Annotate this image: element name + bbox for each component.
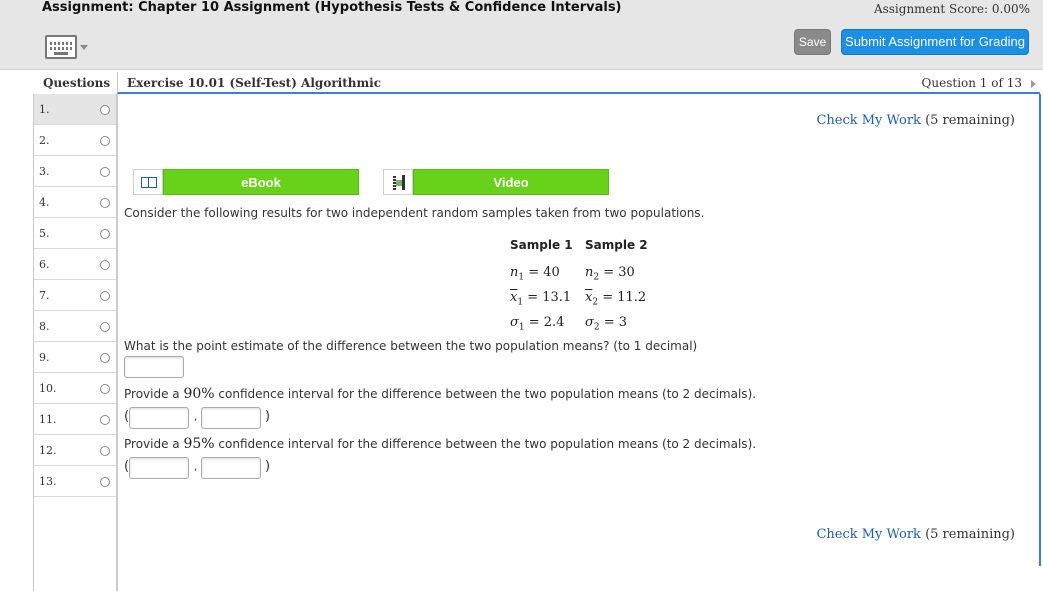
n2-value: $n_2 = 30$	[585, 265, 635, 283]
check-my-work-top	[816, 113, 1015, 128]
status-circle-icon	[100, 291, 110, 301]
exercise-content	[117, 94, 1041, 566]
assignment-score: Assignment Score: 0.00%	[873, 2, 1030, 16]
sigma2-value: $\sigma_2 = 3$	[585, 315, 628, 333]
question-item-8[interactable]: 8.	[34, 311, 116, 342]
question-item-9[interactable]: 9.	[34, 342, 116, 373]
status-circle-icon	[100, 477, 110, 487]
x1-value: $\overline{x}_1 = 13.1$	[510, 290, 572, 308]
close-paren: )	[265, 409, 271, 424]
question-item-4[interactable]: 4.	[34, 187, 116, 218]
questions-heading: Questions	[43, 76, 111, 90]
sample2-header: Sample 2	[585, 238, 648, 252]
comma: ,	[194, 412, 198, 423]
next-question-arrow-icon[interactable]	[1031, 80, 1036, 88]
exercise-header	[117, 72, 1040, 94]
question-position: Question 1 of 13	[921, 76, 1022, 90]
status-circle-icon	[100, 260, 110, 270]
video-button[interactable]: Video	[413, 169, 609, 195]
film-icon	[393, 175, 405, 190]
check-remaining: (5 remaining)	[925, 527, 1015, 542]
sample1-header: Sample 1	[510, 238, 573, 252]
save-button[interactable]: Save	[794, 29, 831, 55]
question-item-7[interactable]: 7.	[34, 280, 116, 311]
check-remaining: (5 remaining)	[925, 113, 1015, 128]
submit-assignment-button[interactable]: Submit Assignment for Grading	[841, 29, 1029, 55]
keyboard-icon[interactable]	[45, 35, 77, 59]
exercise-title: Exercise 10.01 (Self-Test) Algorithmic	[127, 76, 382, 90]
status-circle-icon	[100, 353, 110, 363]
question-item-6[interactable]: 6.	[34, 249, 116, 280]
status-circle-icon	[100, 322, 110, 332]
question-item-12[interactable]: 12.	[34, 435, 116, 466]
point-estimate-question: What is the point estimate of the difference between the two population means? (to 1 decimal)	[124, 339, 698, 353]
ci95-lower-input[interactable]	[129, 457, 189, 479]
question-item-2[interactable]: 2.	[34, 125, 116, 156]
question-item-13[interactable]: 13.	[34, 466, 116, 497]
sigma1-value: $\sigma_1 = 2.4$	[510, 315, 565, 333]
status-circle-icon	[100, 136, 110, 146]
ci90-lower-input[interactable]	[129, 407, 189, 429]
question-item-1[interactable]: 1.	[34, 94, 116, 125]
status-circle-icon	[100, 384, 110, 394]
question-item-11[interactable]: 11.	[34, 404, 116, 435]
intro-text: Consider the following results for two independent random samples taken from two populations.	[124, 206, 705, 220]
x2-value: $\overline{x}_2 = 11.2$	[585, 290, 647, 308]
question-item-10[interactable]: 10.	[34, 373, 116, 404]
status-circle-icon	[100, 198, 110, 208]
comma: ,	[194, 462, 198, 473]
status-circle-icon	[100, 229, 110, 239]
ebook-button[interactable]: eBook	[163, 169, 359, 195]
n1-value: $n_1 = 40$	[510, 265, 560, 283]
check-my-work-bottom	[816, 527, 1015, 542]
question-list	[33, 94, 117, 591]
book-icon	[141, 177, 157, 188]
status-circle-icon	[100, 105, 110, 115]
open-paren: (	[124, 409, 130, 424]
status-circle-icon	[100, 415, 110, 425]
open-paren: (	[124, 459, 130, 474]
status-circle-icon	[100, 167, 110, 177]
close-paren: )	[265, 459, 271, 474]
question-item-3[interactable]: 3.	[34, 156, 116, 187]
ci90-question: Provide a 90% confidence interval for the difference between the two population means (to 2 decimals).	[124, 386, 757, 402]
assignment-title: Assignment: Chapter 10 Assignment (Hypothesis Tests & Confidence Intervals)	[42, 0, 622, 15]
check-my-work-link[interactable]: Check My Work	[816, 527, 921, 542]
ci95-upper-input[interactable]	[201, 457, 261, 479]
ci90-upper-input[interactable]	[201, 407, 261, 429]
status-circle-icon	[100, 446, 110, 456]
check-my-work-link[interactable]: Check My Work	[816, 113, 921, 128]
ebook-icon-box[interactable]	[133, 169, 163, 195]
bottom-strip	[117, 566, 1041, 591]
chevron-down-icon[interactable]	[80, 45, 88, 50]
point-estimate-input[interactable]	[124, 356, 184, 378]
question-item-5[interactable]: 5.	[34, 218, 116, 249]
assignment-header	[0, 0, 1043, 70]
video-icon-box[interactable]	[383, 169, 413, 195]
ci95-question: Provide a 95% confidence interval for the difference between the two population means (to 2 decimals).	[124, 436, 757, 452]
